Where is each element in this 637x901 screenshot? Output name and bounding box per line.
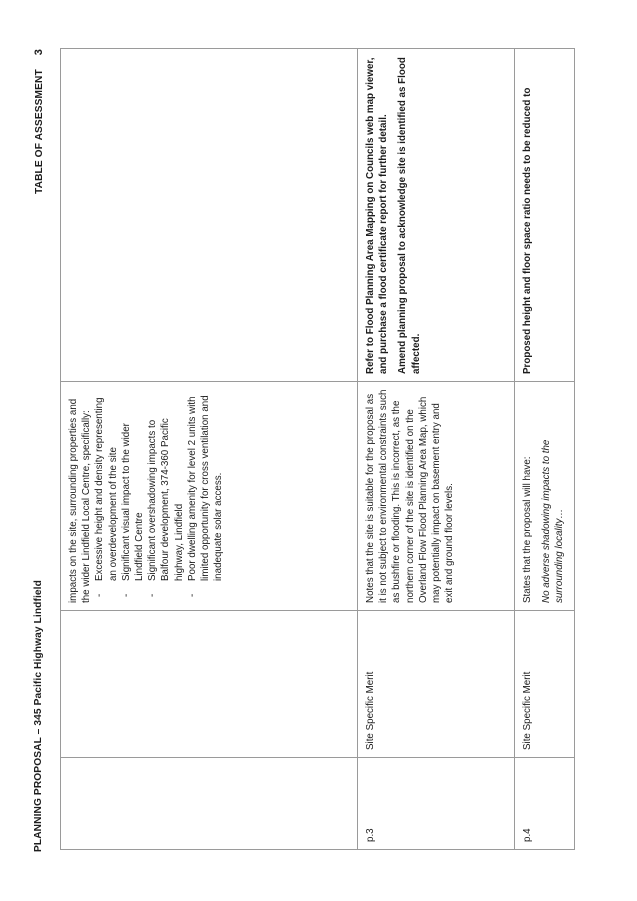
comment-cell: [61, 382, 358, 611]
quoted-text: No adverse shadowing impacts to the surrounding locality…: [541, 439, 566, 603]
comment-cell: States that the proposal will have: No adverse shadowing impacts to the surrounding locality…: [515, 382, 575, 611]
ref-cell: p.3: [358, 758, 515, 850]
response-paragraph: Refer to Flood Planning Area Mapping on Councils web map viewer, and purchase a flood certificate report for further detail.: [365, 57, 390, 374]
ref-cell: [61, 758, 358, 850]
comment-cell: Notes that the site is suitable for the proposal as it is not subject to environmental constraints such as bushfire or flooding. This is incorrect, as the northern corner of the site is identified on the Overland Flow Flood Planning Area Map, which may potentially impact on basement entry and exit and ground floor levels.: [358, 382, 515, 611]
document-title: PLANNING PROPOSAL – 345 Pacific Highway Lindfield: [33, 580, 44, 852]
section-title: TABLE OF ASSESSMENT: [34, 69, 45, 194]
list-item: - Excessive height and density representing an overdevelopment of the site: [93, 388, 119, 603]
ref-cell: p.4: [515, 758, 575, 850]
list-item: - Poor dwelling amenity for level 2 units with limited opportunity for cross ventilation and inadequate solar access.: [186, 388, 226, 603]
table-row: [515, 49, 575, 850]
response-cell: [358, 49, 515, 382]
assessment-table: [60, 48, 575, 850]
response-cell: [61, 49, 358, 382]
response-paragraph: Amend planning proposal to acknowledge site is identified as Flood affected.: [397, 57, 422, 374]
table-row: [358, 49, 515, 850]
section-header: [33, 49, 45, 194]
category-cell: Site Specific Merit: [358, 611, 515, 758]
comment-intro: impacts on the site, surrounding properties and the wider Lindfield Local Centre, specifically:: [68, 398, 93, 603]
response-paragraph: Proposed height and floor space ratio needs to be reduced to: [522, 87, 533, 374]
comment-points: [93, 388, 225, 603]
list-item: - Significant overshadowing impacts to Balfour development, 374-360 Pacific highway, Lindfield: [146, 388, 186, 603]
category-cell: [61, 611, 358, 758]
page-number: 3: [33, 49, 45, 56]
table-row: [61, 49, 358, 850]
category-cell: Site Specific Merit: [515, 611, 575, 758]
response-cell: [515, 49, 575, 382]
list-item: - Significant visual impact to the wider Lindfield Centre: [120, 388, 146, 603]
